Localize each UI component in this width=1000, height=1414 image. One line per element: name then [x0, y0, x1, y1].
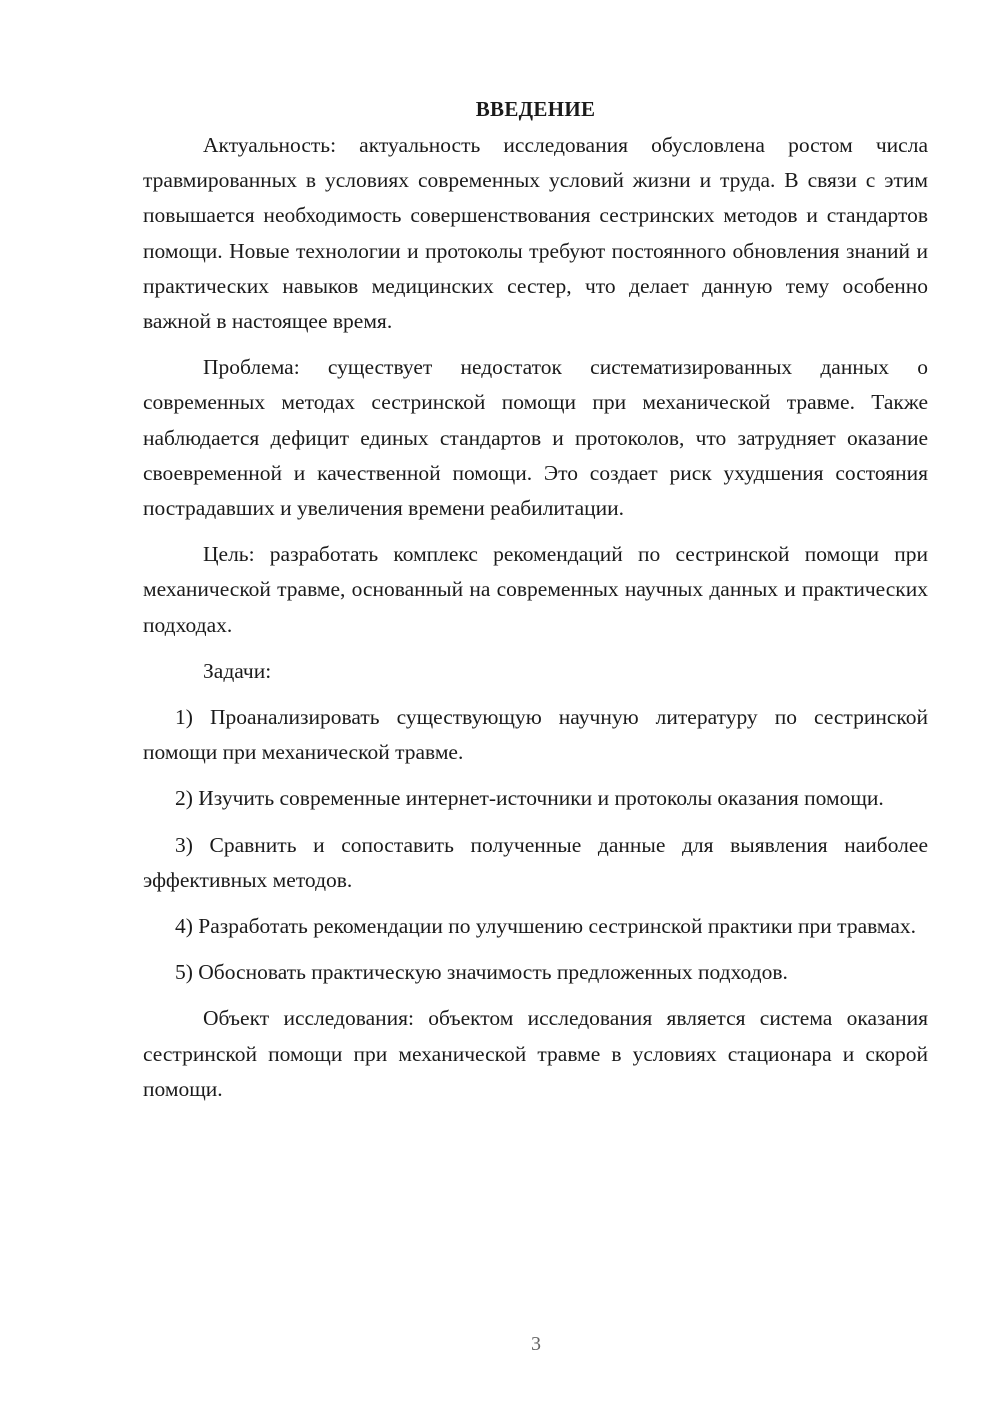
list-item-task-5: 5) Обосновать практическую значимость предложенных подходов. [175, 960, 788, 985]
document-page [143, 92, 928, 1107]
list-item-task-1: 1) Проанализировать существующую научную литературу по сестринской помощи при механической травме. [143, 705, 928, 765]
paragraph-relevance: Актуальность: актуальность исследования обусловлена ростом числа травмированных в условиях современных условий жизни и труда. В связи с этим повышается необходимость совершенствования сестринских методов и стандартов помощи. Новые технологии и протоколы требуют постоянного обновления знаний и практических навыков медицинских сестер, что делает данную тему особенно важной в настоящее время. [143, 133, 928, 334]
list-item-task-2: 2) Изучить современные интернет-источники и протоколы оказания помощи. [175, 786, 884, 811]
page-number: 3 [531, 1333, 541, 1355]
paragraph-goal: Цель: разработать комплекс рекомендаций по сестринской помощи при механической травме, основанный на современных научных данных и практических подходах. [143, 542, 928, 637]
page-title: ВВЕДЕНИЕ [475, 97, 596, 121]
paragraph-object: Объект исследования: объектом исследования является система оказания сестринской помощи при механической травме в условиях стационара и скорой помощи. [143, 1006, 928, 1101]
list-item-task-3: 3) Сравнить и сопоставить полученные данные для выявления наиболее эффективных методов. [143, 832, 928, 892]
tasks-label: Задачи: [203, 658, 272, 683]
paragraph-problem: Проблема: существует недостаток систематизированных данных о современных методах сестринской помощи при механической травме. Также наблюдается дефицит единых стандартов и протоколов, что затрудняет оказание своевременной и качественной помощи. Это создает риск ухудшения состояния пострадавших и увеличения времени реабилитации. [143, 355, 928, 521]
list-item-task-4: 4) Разработать рекомендации по улучшению сестринской практики при травмах. [175, 914, 917, 939]
